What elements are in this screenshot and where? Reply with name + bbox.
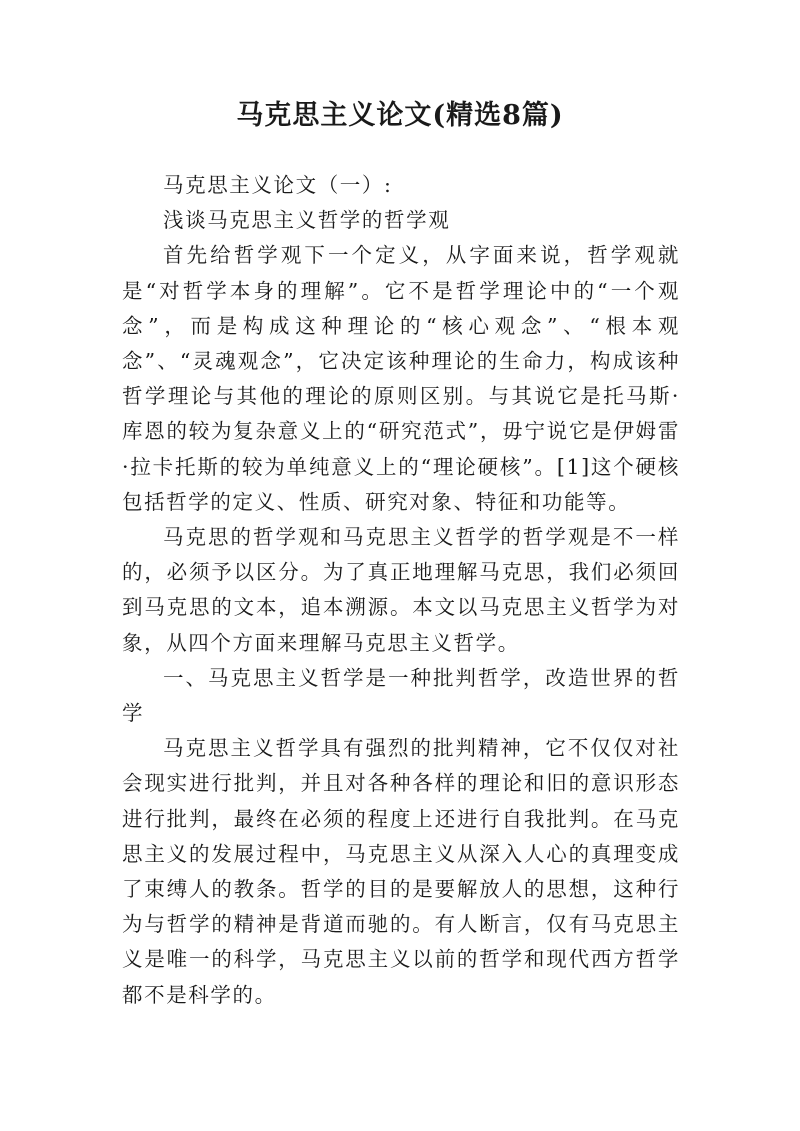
document-title: 马克思主义论文(精选8篇) [236, 100, 564, 131]
body-paragraph: 首先给哲学观下一个定义，从字面来说，哲学观就是“对哲学本身的理解”。它不是哲学理论中的“一个观念”，而是构成这种理论的“核心观念”、“根本观念”、“灵魂观念”，它决定该种理论的生命力，构成该种哲学理论与其他的理论的原则区别。与其说它是托马斯·库恩的较为复杂意义上的“研究范式”，毋宁说它是伊姆雷·拉卡托斯的较为单纯意义上的“理论硬核”。[1]这个硬核包括哲学的定义、性质、研究对象、特征和功能等。 [122, 243, 680, 514]
body-paragraph: 马克思主义哲学具有强烈的批判精神，它不仅仅对社会现实进行批判，并且对各种各样的理论和旧的意识形态进行批判，最终在必须的程度上还进行自我批判。在马克思主义的发展过程中，马克思主义从深入人心的真理变成了束缚人的教条。哲学的目的是要解放人的思想，这种行为与哲学的精神是背道而驰的。有人断言，仅有马克思主义是唯一的科学，马克思主义以前的哲学和现代西方哲学都不是科学的。 [122, 736, 680, 1007]
section-heading: 一、马克思主义哲学是一种批判哲学，改造世界的哲学 [122, 665, 680, 726]
body-paragraph: 马克思的哲学观和马克思主义哲学的哲学观是不一样的，必须予以区分。为了真正地理解马克思，我们必须回到马克思的文本，追本溯源。本文以马克思主义哲学为对象，从四个方面来理解马克思主义哲学。 [122, 525, 680, 655]
document-body [122, 168, 680, 1013]
section-heading: 马克思主义论文（一）: [163, 173, 393, 197]
article-subtitle: 浅谈马克思主义哲学的哲学观 [163, 208, 451, 233]
